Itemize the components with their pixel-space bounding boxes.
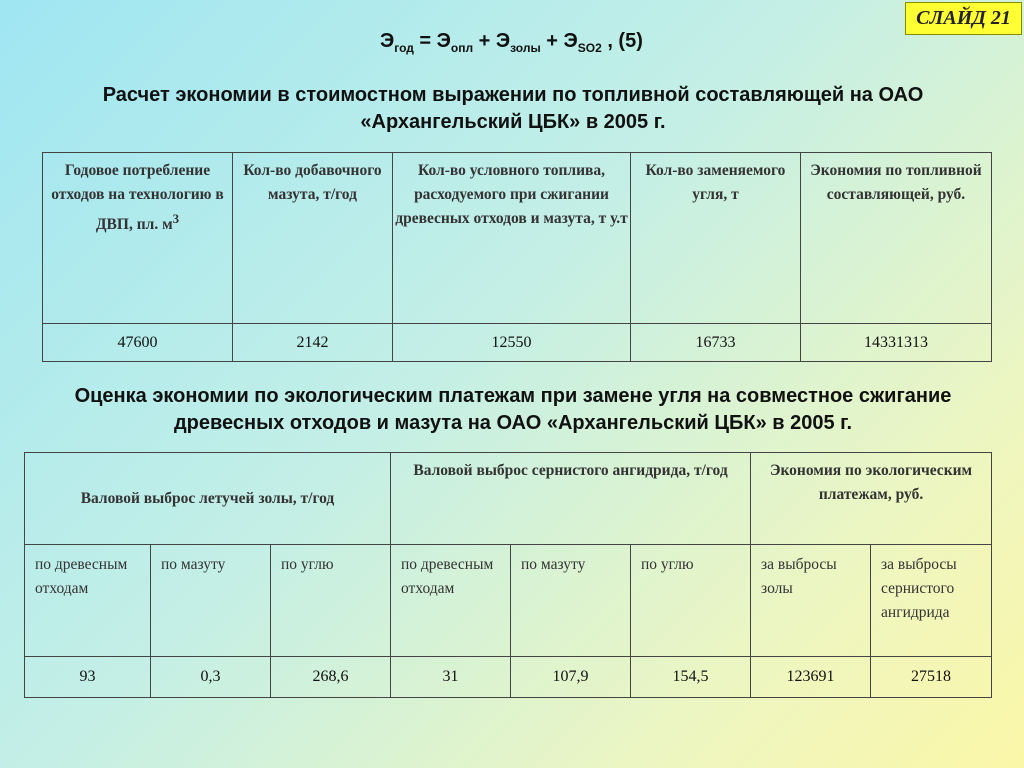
value-cell: 154,5: [631, 657, 751, 698]
value-cell: 12550: [393, 324, 631, 362]
group-header-cell: Валовой выброс летучей золы, т/год: [25, 453, 391, 545]
ecological-savings-heading: Оценка экономии по экологическим платежам при замене угля на совместное сжигание древесных отходов и мазута на ОАО «Архангельский ЦБК» в 2005 г.: [74, 385, 952, 434]
subheader-cell: за выбросы золы: [751, 545, 871, 657]
header-cell: Кол-во добавочного мазута, т/год: [233, 153, 393, 324]
ecological-savings-table: [24, 452, 992, 698]
value-cell: 93: [25, 657, 151, 698]
subheader-cell: по древесным отходам: [391, 545, 511, 657]
value-cell: 14331313: [801, 324, 992, 362]
formula: $Э_{год} = Э_{опл} + Э_{золы} + Э_{SO2}$ , (5): [380, 30, 643, 55]
value-cell: 16733: [631, 324, 801, 362]
fuel-savings-table: [42, 152, 992, 362]
value-cell: 2142: [233, 324, 393, 362]
group-header-cell: Валовой выброс сернистого ангидрида, т/год: [391, 453, 751, 545]
subheader-cell: за выбросы сернистого ангидрида: [871, 545, 992, 657]
value-cell: 0,3: [151, 657, 271, 698]
value-cell: 31: [391, 657, 511, 698]
fuel-savings-heading: Расчет экономии в стоимостном выражении по топливной составляющей на ОАО «Архангельский ЦБК» в 2005 г.: [102, 84, 924, 133]
value-cell: 268,6: [271, 657, 391, 698]
header-cell: Экономия по топливной составляющей, руб.: [801, 153, 992, 324]
header-cell: Годовое потребление отходов на технологию в ДВП, пл. $м^3$: [43, 153, 233, 324]
value-cell: 123691: [751, 657, 871, 698]
subheader-cell: по мазуту: [511, 545, 631, 657]
table-group-header-row: [25, 453, 992, 545]
table-row: [43, 324, 992, 362]
table-header-row: [43, 153, 992, 324]
header-cell: Кол-во условного топлива, расходуемого при сжигании древесных отходов и мазута, т у.т: [393, 153, 631, 324]
table-subheader-row: [25, 545, 992, 657]
table-row: [25, 657, 992, 698]
subheader-cell: по углю: [631, 545, 751, 657]
subheader-cell: по мазуту: [151, 545, 271, 657]
subheader-cell: по древесным отходам: [25, 545, 151, 657]
slide-number-badge: СЛАЙД 21: [905, 2, 1022, 35]
value-cell: 107,9: [511, 657, 631, 698]
value-cell: 27518: [871, 657, 992, 698]
group-header-cell: Экономия по экологическим платежам, руб.: [751, 453, 992, 545]
value-cell: 47600: [43, 324, 233, 362]
header-cell: Кол-во заменяемого угля, т: [631, 153, 801, 324]
subheader-cell: по углю: [271, 545, 391, 657]
